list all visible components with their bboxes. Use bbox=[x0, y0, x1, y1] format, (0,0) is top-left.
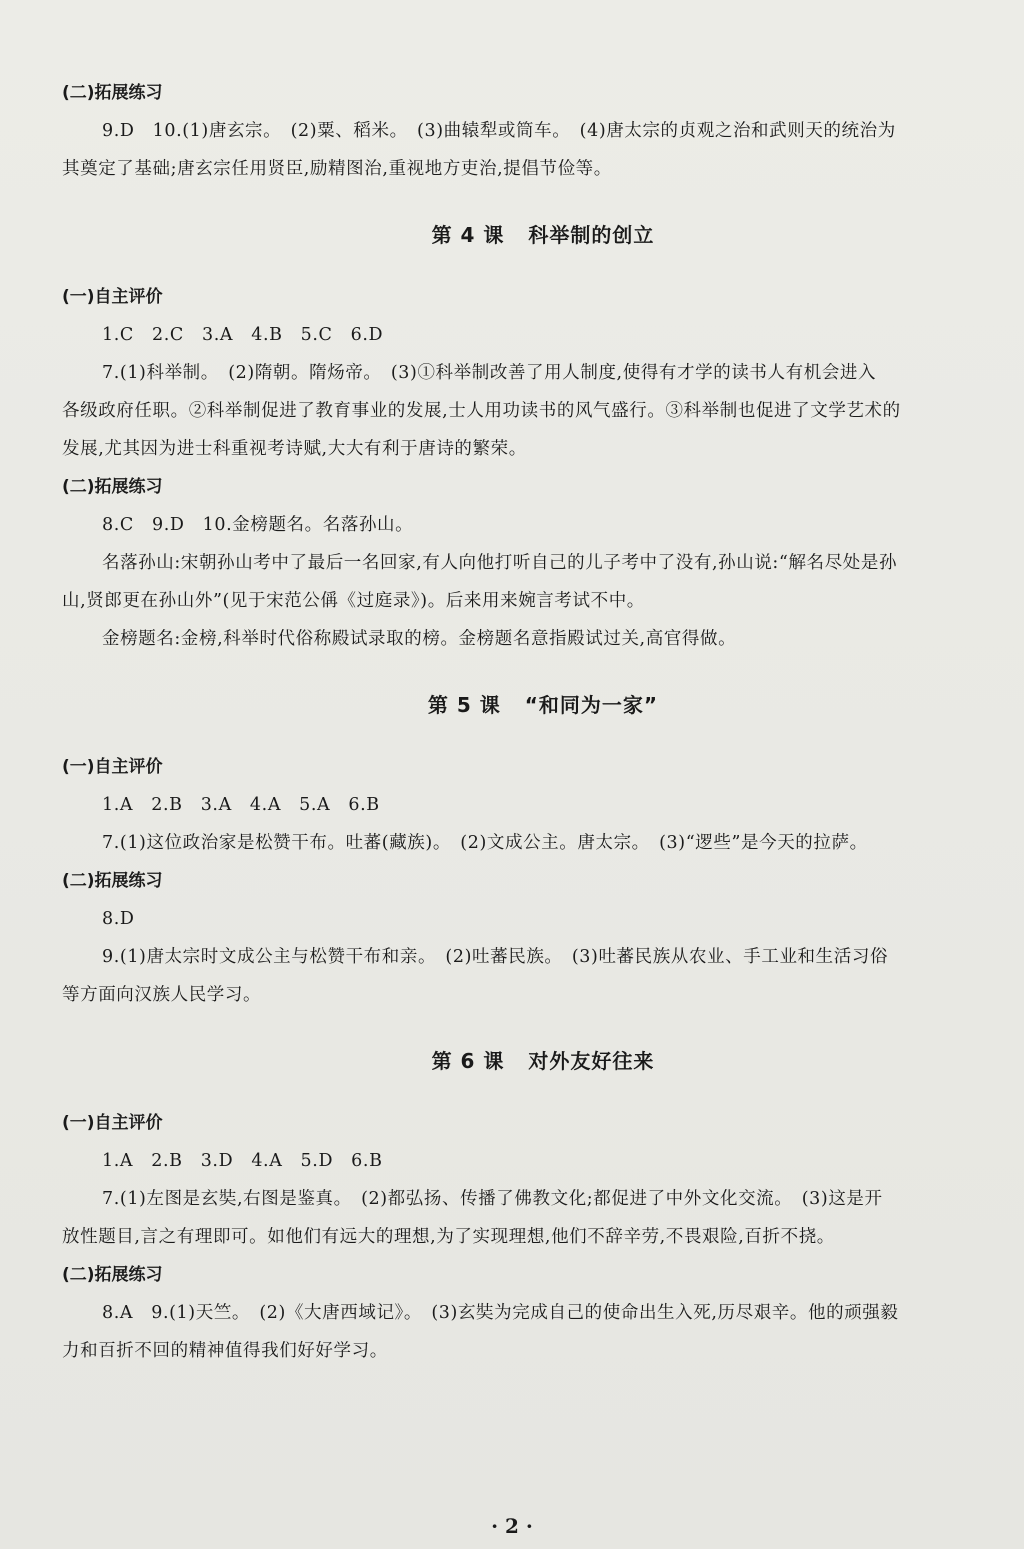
section-heading: (二)拓展练习 bbox=[62, 871, 163, 891]
answer-line-continued: 山,贤郎更在孙山外”(见于宋范公偁《过庭录》)。后来用来婉言考试不中。 bbox=[62, 591, 645, 611]
answer-line: 7.(1)这位政治家是松赞干布。吐蕃(藏族)。 (2)文成公主。唐太宗。 (3)“逻些”是今天的拉萨。 bbox=[102, 833, 868, 853]
lesson-number: 第 4 课 bbox=[431, 222, 505, 247]
answer-line-continued: 发展,尤其因为进士科重视考诗赋,大大有利于唐诗的繁荣。 bbox=[62, 439, 527, 459]
answer-line: 7.(1)科举制。 (2)隋朝。隋炀帝。 (3)①科举制改善了用人制度,使得有才学的读书人有机会进入 bbox=[102, 363, 877, 383]
lesson-name: 对外友好往来 bbox=[528, 1048, 655, 1073]
lesson-title bbox=[62, 658, 1024, 748]
answer-line: 1.C 2.C 3.A 4.B 5.C 6.D bbox=[102, 325, 384, 345]
lesson-name: “和同为一家” bbox=[524, 692, 659, 717]
section-heading: (一)自主评价 bbox=[62, 287, 163, 307]
answer-line: 8.C 9.D 10.金榜题名。名落孙山。 bbox=[102, 515, 414, 535]
lesson-name: 科举制的创立 bbox=[528, 222, 655, 247]
answer-line-continued: 其奠定了基础;唐玄宗任用贤臣,励精图治,重视地方吏治,提倡节俭等。 bbox=[62, 159, 612, 179]
answer-line: 名落孙山:宋朝孙山考中了最后一名回家,有人向他打听自己的儿子考中了没有,孙山说:“解名尽处是孙 bbox=[102, 553, 898, 573]
lesson-number: 第 5 课 bbox=[427, 692, 501, 717]
answer-line-continued: 力和百折不回的精神值得我们好好学习。 bbox=[62, 1341, 388, 1361]
answer-line: 1.A 2.B 3.D 4.A 5.D 6.B bbox=[102, 1151, 383, 1171]
section-heading: (一)自主评价 bbox=[62, 1113, 163, 1133]
section-heading: (一)自主评价 bbox=[62, 757, 163, 777]
lesson-title bbox=[62, 1014, 1024, 1104]
answer-line: 金榜题名:金榜,科举时代俗称殿试录取的榜。金榜题名意指殿试过关,高官得做。 bbox=[102, 629, 737, 649]
answer-line: 8.A 9.(1)天竺。 (2)《大唐西域记》。 (3)玄奘为完成自己的使命出生入死,历尽艰辛。他的顽强毅 bbox=[102, 1303, 899, 1323]
answer-line: 8.D bbox=[102, 909, 135, 929]
page-number: · 2 · bbox=[491, 1514, 533, 1538]
answer-line: 7.(1)左图是玄奘,右图是鉴真。 (2)都弘扬、传播了佛教文化;都促进了中外文化交流。 (3)这是开 bbox=[102, 1189, 883, 1209]
section-heading: (二)拓展练习 bbox=[62, 1265, 163, 1285]
answer-line: 1.A 2.B 3.A 4.A 5.A 6.B bbox=[102, 795, 380, 815]
lesson-title bbox=[62, 188, 1024, 278]
section-heading: (二)拓展练习 bbox=[62, 477, 163, 497]
content bbox=[62, 74, 1024, 1370]
answer-line: 9.D 10.(1)唐玄宗。 (2)粟、稻米。 (3)曲辕犁或筒车。 (4)唐太宗的贞观之治和武则天的统治为 bbox=[102, 121, 896, 141]
section-heading: (二)拓展练习 bbox=[62, 83, 163, 103]
answer-line: 9.(1)唐太宗时文成公主与松赞干布和亲。 (2)吐蕃民族。 (3)吐蕃民族从农业、手工业和生活习俗 bbox=[102, 947, 889, 967]
answer-line-continued: 各级政府任职。②科举制促进了教育事业的发展,士人用功读书的风气盛行。③科举制也促进了文学艺术的 bbox=[62, 401, 901, 421]
lesson-number: 第 6 课 bbox=[431, 1048, 505, 1073]
answer-line-continued: 放性题目,言之有理即可。如他们有远大的理想,为了实现理想,他们不辞辛劳,不畏艰险,百折不挠。 bbox=[62, 1227, 835, 1247]
answer-line-continued: 等方面向汉族人民学习。 bbox=[62, 985, 262, 1005]
